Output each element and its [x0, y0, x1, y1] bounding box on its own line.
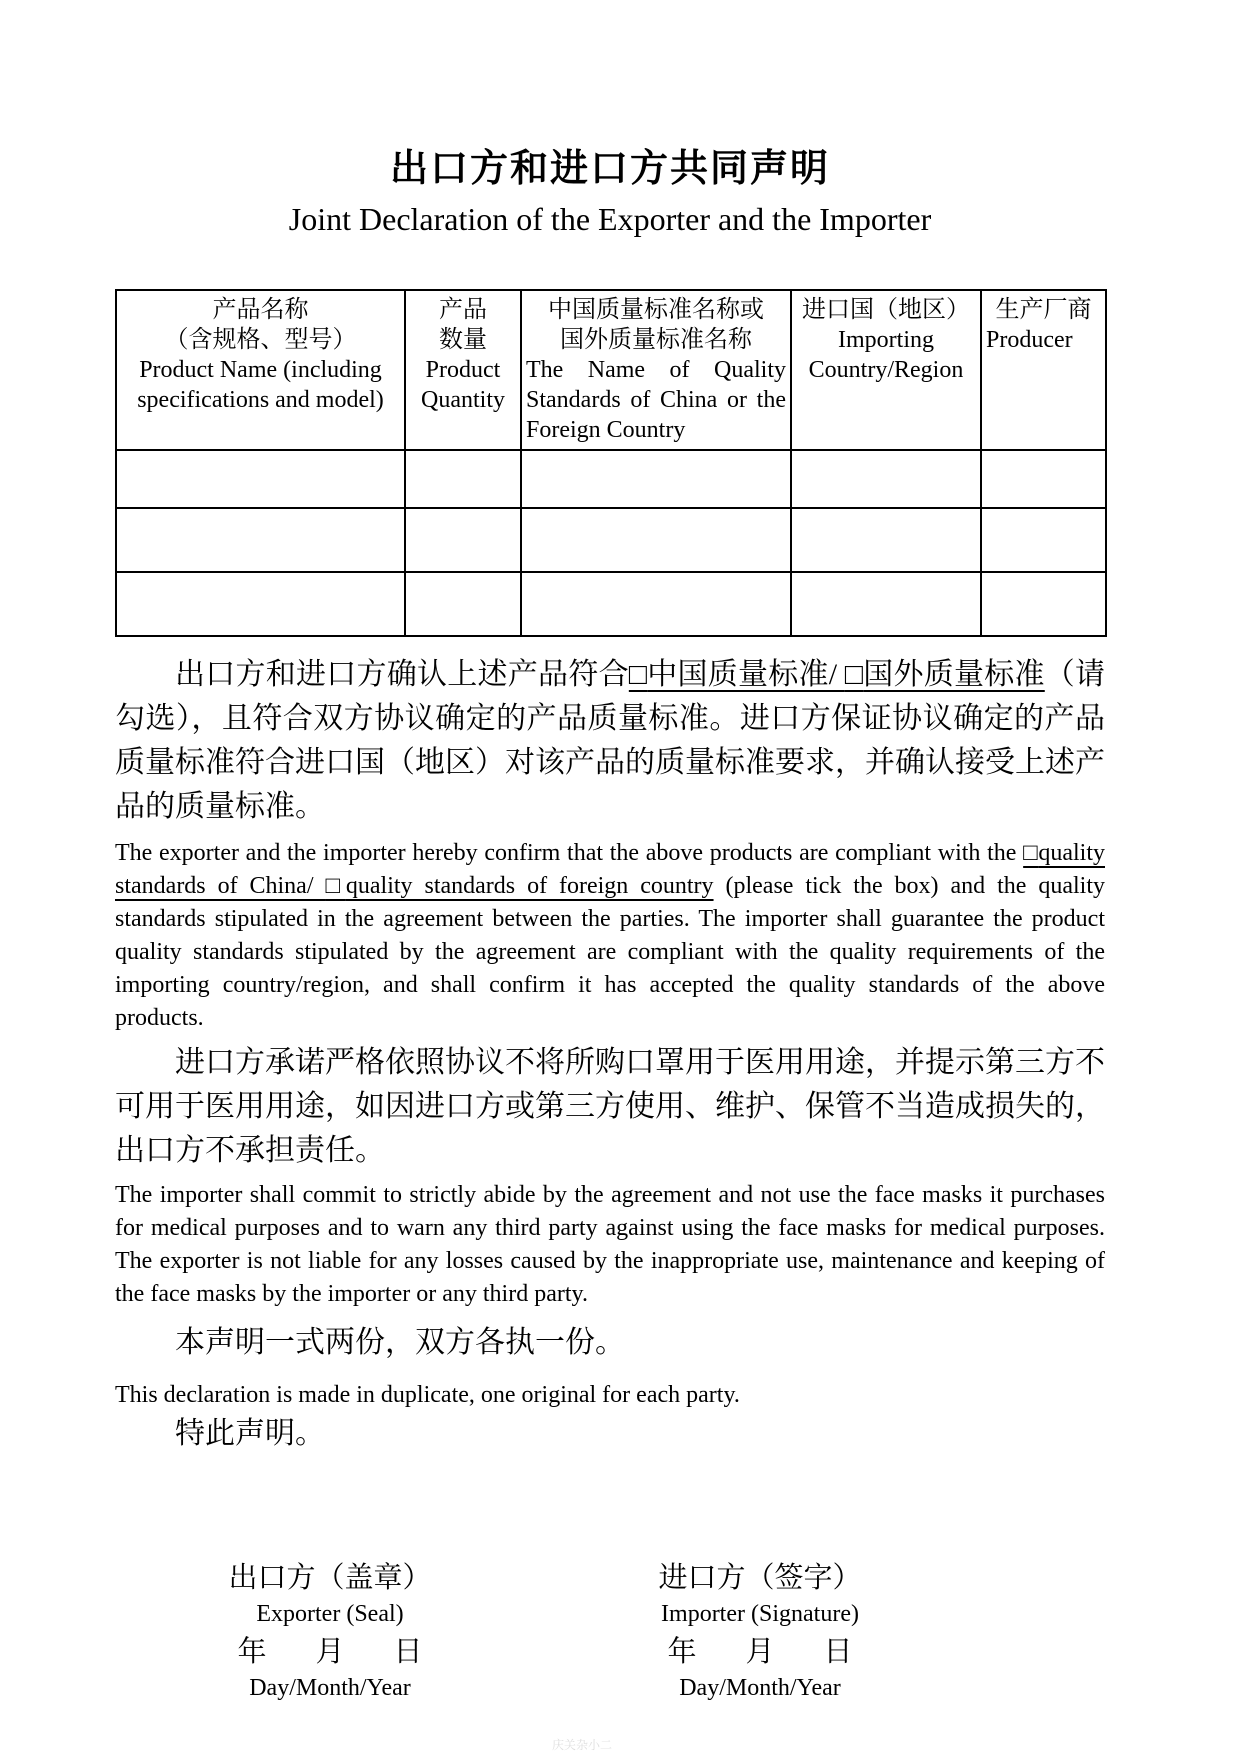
header-producer-en: Producer [986, 327, 1073, 354]
header-product-name [116, 290, 405, 450]
product-row [116, 572, 1106, 636]
header-product-quantity [405, 290, 521, 450]
product-row [116, 450, 1106, 508]
para-standards-confirm-en-post: (please tick the box) and the quality standards stipulated in the agreement between the parties. The importer shall guarantee the product quality standards stipulated by the agreement are compliant with the quality requirements of the importing country/region, and shall confirm it has accepted the quality standards of the above products. [115, 873, 1105, 1032]
empty-cell [405, 572, 521, 636]
checkbox-foreign-standard-en[interactable]: □ [325, 873, 346, 900]
exporter-signature-block [115, 1558, 545, 1704]
empty-cell [521, 572, 791, 636]
header-product-quantity-zh-1: 产品 [439, 297, 487, 324]
empty-cell [981, 450, 1106, 508]
empty-cell [116, 450, 405, 508]
document-title-en: Joint Declaration of the Exporter and the Importer [288, 200, 932, 237]
para-standards-confirm-en-pre: The exporter and the importer hereby confirm that the above products are compliant with the [115, 840, 1024, 867]
header-product-quantity-en: Product Quantity [421, 357, 505, 414]
para-hereby-declared-zh: 特此声明。 [175, 1417, 325, 1451]
label-foreign-standard-en: quality standards of foreign country [345, 873, 714, 900]
importer-day-label: 日 [823, 1636, 853, 1669]
para-standards-confirm-zh [115, 653, 1105, 829]
header-importing-country [791, 290, 981, 450]
importer-date-line [668, 1632, 853, 1672]
empty-cell [521, 508, 791, 572]
importer-signature-label-zh: 进口方（签字） [658, 1562, 862, 1595]
empty-cell [405, 450, 521, 508]
empty-cell [981, 572, 1106, 636]
exporter-date-label-en: Day/Month/Year [249, 1675, 411, 1702]
header-importing-country-en: Importing Country/Region [808, 327, 964, 384]
empty-cell [521, 450, 791, 508]
empty-cell [116, 572, 405, 636]
empty-cell [981, 508, 1106, 572]
empty-cell [116, 508, 405, 572]
standards-underline-zh [629, 658, 1045, 691]
header-product-name-zh-1: 产品名称 [212, 297, 309, 324]
checkbox-china-standard-en[interactable]: □ [1023, 840, 1039, 867]
header-product-name-zh-2: （含规格、型号） [164, 327, 357, 354]
products-table [115, 289, 1107, 637]
header-quality-standards-en: The Name of Quality Standards of China or the Foreign Country [526, 357, 786, 444]
table-header-row [116, 290, 1106, 450]
document-title-zh: 出口方和进口方共同声明 [389, 148, 830, 190]
header-producer [981, 290, 1106, 450]
empty-cell [791, 508, 981, 572]
exporter-seal-label-zh: 出口方（盖章） [228, 1562, 432, 1595]
header-quality-standards-zh-2: 国外质量标准名称 [560, 327, 752, 354]
exporter-day-label: 日 [393, 1636, 423, 1669]
para-standards-confirm-zh-post: （请勾选），且符合双方协议确定的产品质量标准。进口方保证协议确定的产品质量标准符合进口国（地区）对该产品的质量标准要求，并确认接受上述产品的质量标准。 [115, 658, 1106, 824]
empty-cell [791, 572, 981, 636]
importer-signature-block [545, 1558, 975, 1704]
header-quality-standards-zh-1: 中国质量标准名称或 [548, 297, 764, 324]
importer-date-label-en: Day/Month/Year [679, 1675, 841, 1702]
header-product-name-en: Product Name (including specifications and model) [137, 357, 384, 414]
para-face-masks-en: The importer shall commit to strictly abide by the agreement and not use the face masks it purchases for medical purposes and to warn any third party against using the face masks for medical purposes. The exporter is not liable for any losses caused by the inappropriate use, maintenance and keeping of the face masks by the importer or any third party. [115, 1182, 1105, 1308]
header-quality-standards [521, 290, 791, 450]
exporter-seal-label-en: Exporter (Seal) [256, 1601, 404, 1628]
empty-cell [405, 508, 521, 572]
label-foreign-standard-zh: 国外质量标准 [863, 658, 1045, 692]
para-standards-confirm-zh-pre: 出口方和进口方确认上述产品符合 [175, 658, 629, 692]
product-row [116, 508, 1106, 572]
exporter-year-label: 年 [237, 1636, 267, 1669]
header-producer-zh: 生产厂商 [995, 297, 1092, 324]
label-china-standard-zh: 中国质量标准/ [647, 658, 845, 692]
header-product-quantity-zh-2: 数量 [439, 327, 487, 354]
para-standards-confirm-en [115, 837, 1105, 1035]
checkbox-foreign-standard-zh[interactable]: □ [844, 658, 864, 692]
importer-month-label: 月 [745, 1636, 775, 1669]
header-importing-country-zh: 进口国（地区） [802, 297, 970, 324]
importer-year-label: 年 [667, 1636, 697, 1669]
checkbox-china-standard-zh[interactable]: □ [628, 658, 648, 692]
para-duplicate-en: This declaration is made in duplicate, one original for each party. [115, 1382, 740, 1409]
exporter-date-line [238, 1632, 423, 1672]
signature-section [115, 1558, 1105, 1704]
exporter-month-label: 月 [315, 1636, 345, 1669]
watermark: 庆关杂小二 [552, 1738, 613, 1752]
para-duplicate-zh: 本声明一式两份，双方各执一份。 [175, 1326, 625, 1360]
label-china-standard-en: quality standards of China/ [115, 840, 1105, 900]
para-face-masks-zh: 进口方承诺严格依照协议不将所购口罩用于医用用途，并提示第三方不可用于医用用途，如因进口方或第三方使用、维护、保管不当造成损失的，出口方不承担责任。 [115, 1046, 1105, 1168]
importer-signature-label-en: Importer (Signature) [661, 1601, 859, 1628]
empty-cell [791, 450, 981, 508]
